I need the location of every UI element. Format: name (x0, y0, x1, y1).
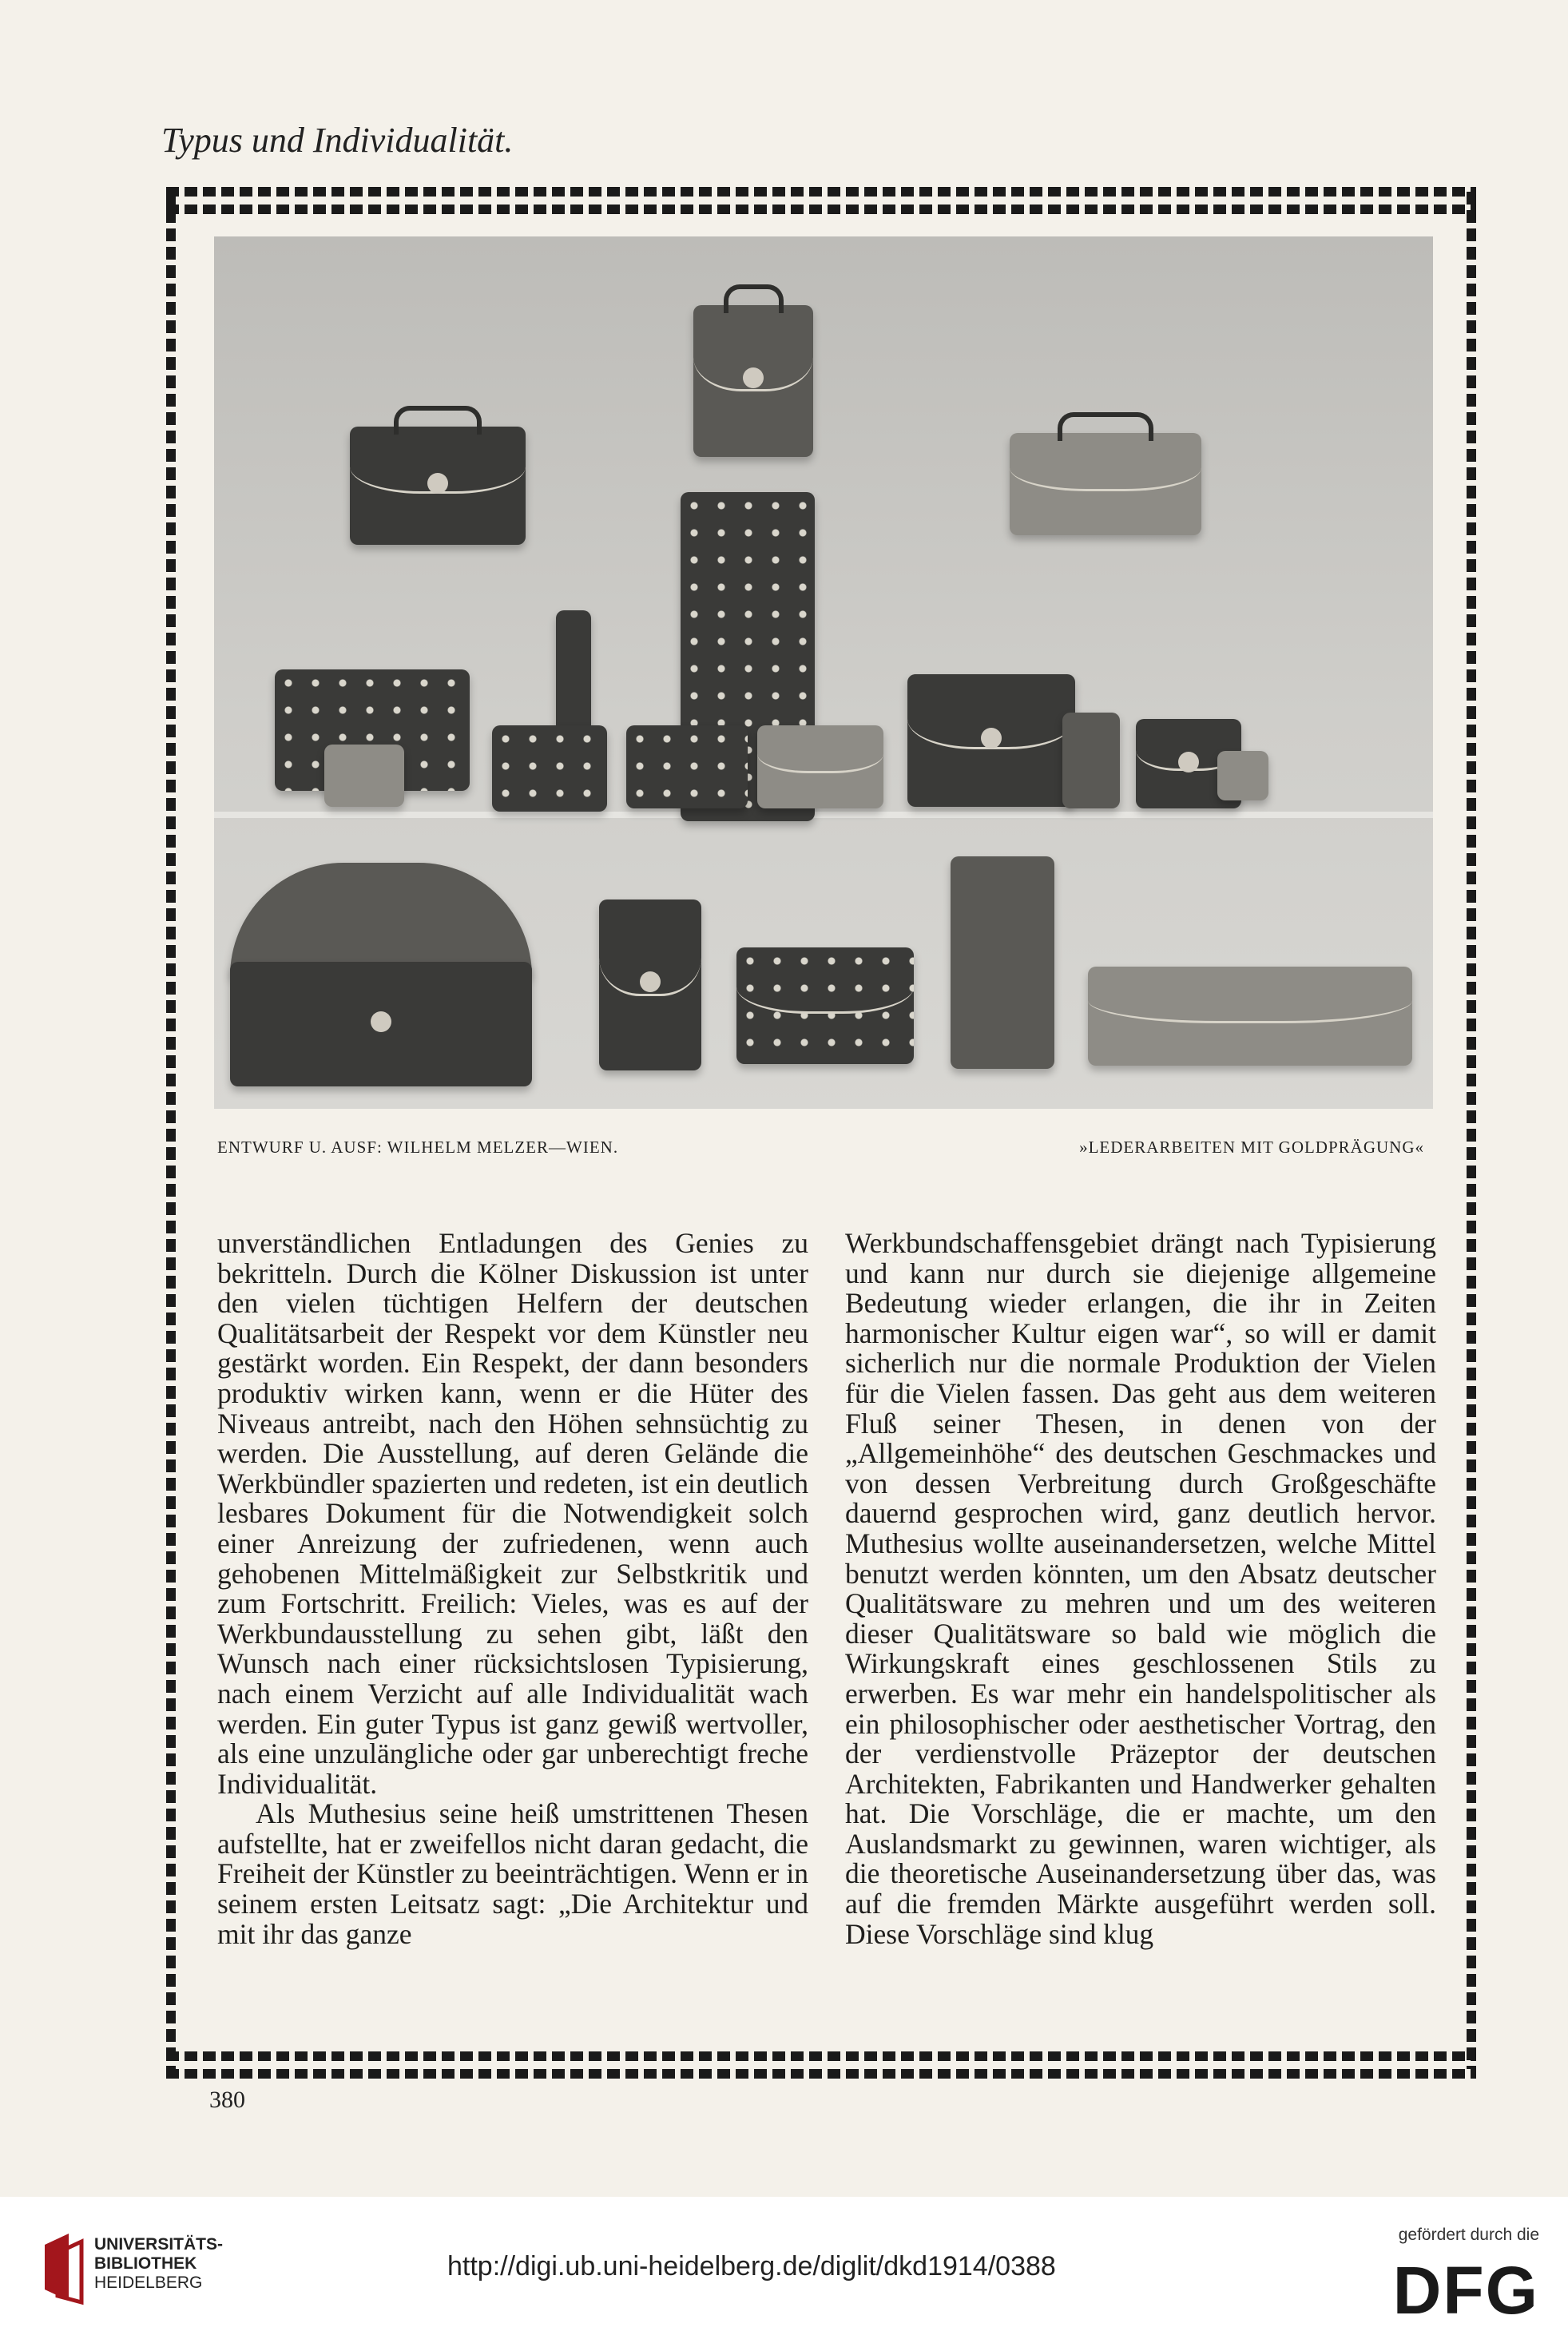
sponsor-label: gefördert durch die (1398, 2226, 1539, 2244)
open-clutch-lid (230, 863, 532, 976)
paragraph: Als Muthesius seine heiß umstrittenen Thesen aufstellte, hat er zweifellos nicht daran gedacht, die Freiheit der Künstler zu beeinträchtigen. Wenn er in seinem ersten Leitsatz sagt: „Die Architektur und mit ihr das ganze (217, 1797, 808, 1950)
figure-caption-credit: ENTWURF U. AUSF: WILHELM MELZER—WIEN. (217, 1138, 619, 1157)
croc-wallet (1062, 713, 1120, 808)
paragraph: unverständlichen Entladungen des Genies zu bekritteln. Durch die Kölner Diskussion ist unter den vielen tüchtigen Helfern der deutschen Qualitätsarbeit der Respekt vor dem Künstler neu gestärkt worden. Ein Respekt, der dann besonders produktiv wirken kann, wenn er die Hüter des Niveaus antreibt, nach den Höhen sehnsüchtig zu werden. Die Ausstellung, auf deren Gelände die Werkbündler spazierten und redeten, ist ein deutlich lesbares Dokument für die Notwendigkeit solch einer Anreizung der zufriedenen, wenn auch gehobenen Mittelmäßigkeit zur Selbstkritik und zum Fortschritt. Freilich: Vieles, was es auf der Werkbundausstellung zu sehen gibt, läßt den Wunsch nach einer rücksichtslosen Typisierung, nach einem Verzicht auf alle Individualität wach werden. Ein guter Typus ist ganz gewiß wertvoller, als eine unzulängliche oder gar unberechtigt freche Individualität. (217, 1227, 808, 1800)
frame-bottom-border (166, 2069, 1476, 2079)
handbag-right-upper (1010, 433, 1201, 535)
long-clutch (1088, 967, 1412, 1066)
handbag-top-center (693, 305, 813, 457)
small-card-case (324, 745, 404, 807)
dotted-pouch-2 (626, 725, 748, 808)
dotted-pouch-1 (492, 725, 607, 812)
library-name: UNIVERSITÄTS- BIBLIOTHEK HEIDELBERG (94, 2235, 224, 2292)
text-column-right (845, 1229, 1436, 1949)
figure-caption-title: »LEDERARBEITEN MIT GOLDPRÄGUNG« (1079, 1138, 1424, 1157)
page-number: 380 (209, 2087, 245, 2113)
grey-pouch (757, 725, 883, 808)
frame-bottom-border-inner (166, 2051, 1476, 2061)
handbag-left-upper (350, 427, 526, 545)
frame-top-border (166, 187, 1476, 197)
leather-goods-photograph (214, 236, 1433, 1109)
tall-wallet (951, 856, 1054, 1069)
frame-top-border-inner (166, 205, 1476, 214)
source-url-link[interactable]: http://digi.ub.uni-heidelberg.de/diglit/dkd1914/0388 (447, 2251, 1056, 2282)
running-title: Typus und Individualität. (161, 121, 514, 160)
upright-wallet (599, 899, 701, 1070)
university-library-logo (37, 2229, 93, 2305)
coin-purse (1217, 751, 1268, 800)
text-column-left (217, 1229, 808, 1949)
paragraph: Werkbundschaffensgebiet drängt nach Typisierung und kann nur durch sie diejenige allgemeine Bedeutung wieder erlangen, die ihr in Zeiten harmonischer Kultur eigen war“, so will er damit sicherlich nur die normale Produktion der Vielen für die Vielen fassen. Das geht aus dem weiteren Fluß seiner Thesen, in denen von der „Allgemeinhöhe“ des deutschen Geschmackes und von dessen Verbreitung durch Großgeschäfte dauernd gesprochen wird, ganz deutlich hervor. Muthesius wollte auseinandersetzen, welche Mittel benutzt werden könnten, um den Absatz deutscher Qualitätsware zu mehren und um des weiteren dieser Qualitätsware so bald wie möglich die Wirkungskraft eines geschlossenen Stils zu erwerben. Es war mehr ein handelspolitischer als ein philosophischer oder aesthetischer Vortrag, den der verdienstvolle Präzeptor der deutschen Architekten, Fabrikanten und Handwerker gehalten hat. Die Vorschläge, die er machte, um den Auslandsmarkt zu gewinnen, waren wichtiger, als die theoretische Auseinandersetzung über das, was auf die fremden Märkte ausgeführt werden soll. Diese Vorschläge sind klug (845, 1227, 1436, 1950)
cylinder-case (556, 610, 591, 735)
dotted-envelope (736, 947, 914, 1064)
photo-shelf (214, 812, 1433, 818)
frame-right-border (1467, 192, 1476, 2069)
handbag-right-middle (907, 674, 1075, 807)
frame-left-border (166, 192, 176, 2069)
open-clutch-body (230, 962, 532, 1086)
dfg-logo: DFG (1392, 2253, 1539, 2328)
